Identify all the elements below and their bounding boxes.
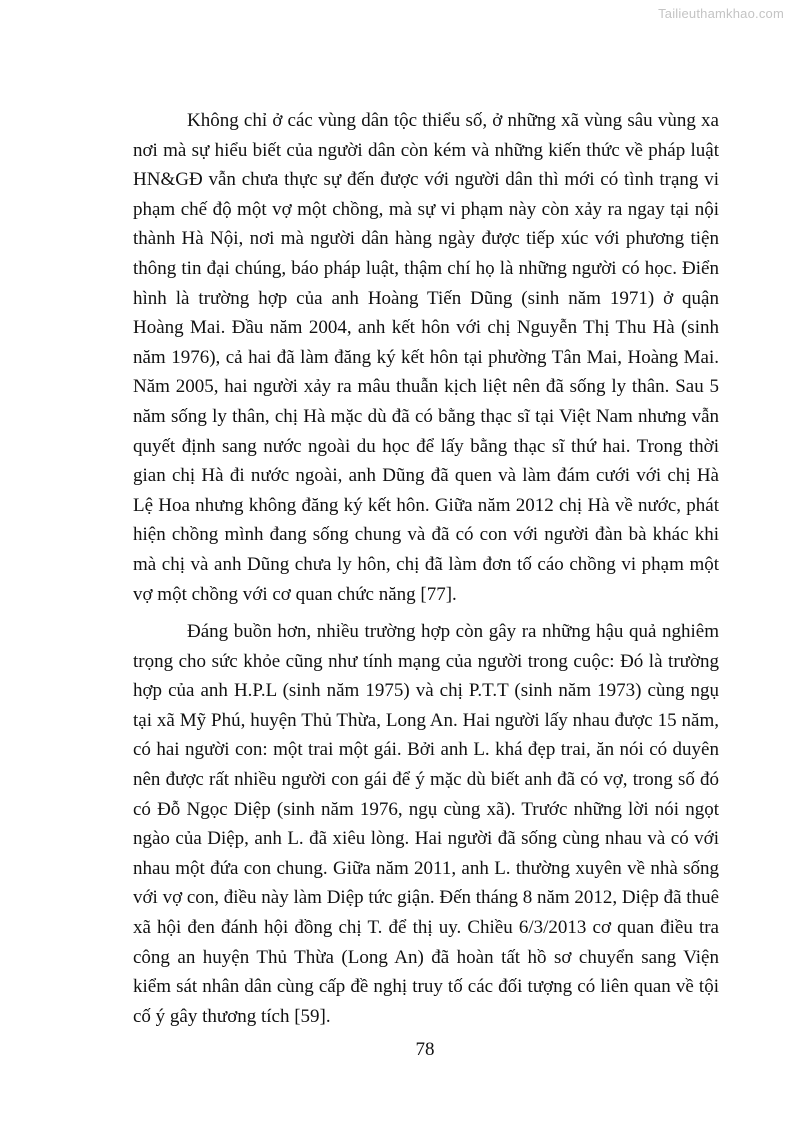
page-number: 78 <box>415 1039 435 1060</box>
document-body <box>133 106 719 1031</box>
paragraph-1: Không chỉ ở các vùng dân tộc thiểu số, ở những xã vùng sâu vùng xa nơi mà sự hiểu biết của người dân còn kém và những kiến thức về pháp luật HN&GĐ vẫn chưa thực sự đến được với người dân thì mới có tình trạng vi phạm chế độ một vợ một chồng, mà sự vi phạm này còn xảy ra ngay tại nội thành Hà Nội, nơi mà người dân hàng ngày được tiếp xúc với phương tiện thông tin đại chúng, báo pháp luật, thậm chí họ là những người có học. Điển hình là trường hợp của anh Hoàng Tiến Dũng (sinh năm 1971) ở quận Hoàng Mai. Đầu năm 2004, anh kết hôn với chị Nguyễn Thị Thu Hà (sinh năm 1976), cả hai đã làm đăng ký kết hôn tại phường Tân Mai, Hoàng Mai. Năm 2005, hai người xảy ra mâu thuẫn kịch liệt nên đã sống ly thân. Sau 5 năm sống ly thân, chị Hà mặc dù đã có bằng thạc sĩ tại Việt Nam nhưng vẫn quyết định sang nước ngoài du học để lấy bằng thạc sĩ thứ hai. Trong thời gian chị Hà đi nước ngoài, anh Dũng đã quen và làm đám cưới với chị Hà Lệ Hoa nhưng không đăng ký kết hôn. Giữa năm 2012 chị Hà về nước, phát hiện chồng mình đang sống chung và đã có con với người đàn bà khác khi mà chị và anh Dũng chưa ly hôn, chị đã làm đơn tố cáo chồng vi phạm một vợ một chồng với cơ quan chức năng [77]. <box>133 110 719 605</box>
paragraph-2: Đáng buồn hơn, nhiều trường hợp còn gây ra những hậu quả nghiêm trọng cho sức khỏe cũng như tính mạng của người trong cuộc: Đó là trường hợp của anh H.P.L (sinh năm 1975) và chị P.T.T (sinh năm 1973) cùng ngụ tại xã Mỹ Phú, huyện Thủ Thừa, Long An. Hai người lấy nhau được 15 năm, có hai người con: một trai một gái. Bởi anh L. khá đẹp trai, ăn nói có duyên nên được rất nhiều người con gái để ý mặc dù biết anh đã có vợ, trong số đó có Đỗ Ngọc Diệp (sinh năm 1976, ngụ cùng xã). Trước những lời nói ngọt ngào của Diệp, anh L. đã xiêu lòng. Hai người đã sống cùng nhau và có với nhau một đứa con chung. Giữa năm 2011, anh L. thường xuyên về nhà sống với vợ con, điều này làm Diệp tức giận. Đến tháng 8 năm 2012, Diệp đã thuê xã hội đen đánh hội đồng chị T. để thị uy. Chiều 6/3/2013 cơ quan điều tra công an huyện Thủ Thừa (Long An) đã hoàn tất hồ sơ chuyển sang Viện kiểm sát nhân dân cùng cấp đề nghị truy tố các đối tượng có liên quan về tội cố ý gây thương tích [59]. <box>133 621 720 1027</box>
watermark-text: Tailieuthamkhao.com <box>658 6 784 21</box>
